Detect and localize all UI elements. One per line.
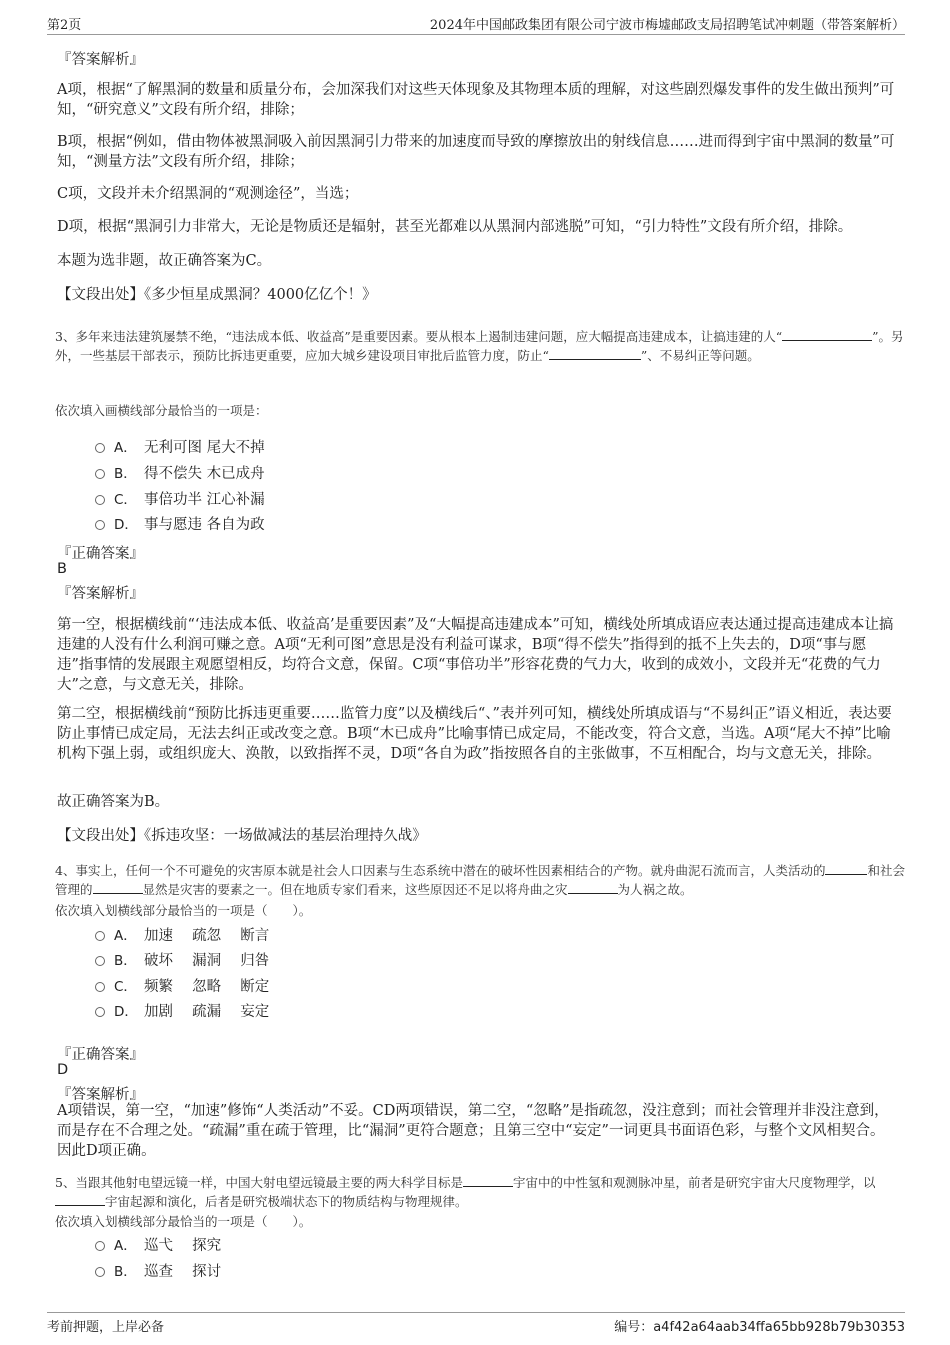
blank-line — [782, 340, 872, 341]
q3-source: 【文段出处】《拆违攻坚：一场做减法的基层治理持久战》 — [57, 828, 427, 844]
radio-button[interactable] — [95, 956, 105, 966]
q3-stem: 3、多年来违法建筑屡禁不绝，“违法成本低、收益高”是重要因素。要从根本上遏制违建问题，应大幅提高违建成本，让搞违建的人“ ”。另外，一些基层干部表示，预防比拆违更重要，应加大城乡建设项目审批后监管力度，防止“ ”、不易纠正等问题。 — [55, 329, 904, 363]
q5-option-b[interactable]: B． 巡查 探讨 — [95, 1259, 221, 1281]
q3-conclusion: 故正确答案为B。 — [57, 794, 170, 810]
radio-button[interactable] — [95, 495, 105, 505]
radio-button[interactable] — [95, 982, 105, 992]
q3-analysis-para2: 第二空，根据横线前“预防比拆违更重要……监管力度”以及横线后“、”表并列可知，横线处所填成语与“不易纠正”语义相近，表达要防止事情已成定局，无法去纠正或改变之意。B项“木已成舟”比喻事情已成定局，不能改变，符合文意，当选。A项“尾大不掉”比喻机构下强上弱，或组织庞大、涣散，以致指挥不灵，D项“各自为政”指按照各自的主张做事，不互相配合，均与文意无关，排除。 — [57, 706, 892, 762]
blank-line — [55, 1205, 105, 1206]
radio-button[interactable] — [95, 469, 105, 479]
q4-stem: 4、事实上，任何一个不可避免的灾害原本就是社会人口因素与生态系统中潜在的破坏性因素相结合的产物。就舟曲泥石流而言，人类活动的 和社会管理的 显然是灾害的要素之一。但在地质专家们看来，这些原因还不足以将舟曲之灾 为人祸之故。 — [55, 863, 905, 897]
q5-instruction: 依次填入划横线部分最恰当的一项是（ ）。 — [55, 1214, 312, 1229]
q4-analysis: A项错误，第一空，“加速”修饰“人类活动”不妥。CD两项错误，第二空，“忽略”是指疏忽，没注意到；而社会管理并非没注意到，而是存在不合理之处。“疏漏”重在疏于管理，比“漏洞”更符合题意；且第三空中“妄定”一词更具书面语色彩，与整个文风相契合。因此D项正确。 — [57, 1103, 889, 1159]
q3-option-d[interactable]: D． 事与愿违 各自为政 — [95, 512, 265, 534]
q3-analysis-label: 『答案解析』 — [57, 586, 144, 602]
q5-stem: 5、当跟其他射电望远镜一样，中国大射电望远镜最主要的两大科学目标是 宇宙中的中性氢和观测脉冲星，前者是研究宇宙大尺度物理学，以宇宙起源和演化，后者是研究极端状态下的物质结构与物理规律。 — [55, 1175, 876, 1209]
q3-option-a[interactable]: A． 无利可图 尾大不掉 — [95, 435, 265, 457]
q4-option-d[interactable]: D． 加剧 疏漏 妄定 — [95, 999, 269, 1021]
blank-line — [825, 874, 867, 875]
blank-line — [549, 359, 641, 360]
radio-button[interactable] — [95, 520, 105, 530]
q4-option-a[interactable]: A． 加速 疏忽 断言 — [95, 923, 269, 945]
q3-option-c[interactable]: C． 事倍功半 江心补漏 — [95, 487, 265, 509]
q3-answer-label: 『正确答案』 — [57, 546, 144, 562]
q4-analysis-label: 『答案解析』 — [57, 1087, 144, 1103]
footer-slogan: 考前押题，上岸必备 — [47, 1320, 165, 1335]
footer-code: 编号：a4f42a64aab34ffa65bb928b79b30353 — [614, 1320, 905, 1335]
q4-answer-label: 『正确答案』 — [57, 1047, 144, 1063]
q4-option-b[interactable]: B． 破坏 漏洞 归咎 — [95, 948, 269, 970]
blank-line — [93, 893, 143, 894]
page-header — [47, 14, 905, 35]
document-title: 2024年中国邮政集团有限公司宁波市梅墟邮政支局招聘笔试冲刺题（带答案解析） — [429, 18, 905, 33]
radio-button[interactable] — [95, 1241, 105, 1251]
q2-analysis-c: C项，文段并未介绍黑洞的“观测途径”，当选； — [57, 186, 359, 202]
radio-button[interactable] — [95, 1267, 105, 1277]
radio-button[interactable] — [95, 443, 105, 453]
q2-analysis-b: B项，根据“例如，借由物体被黑洞吸入前因黑洞引力带来的加速度而导致的摩擦放出的射线信息……进而得到宇宙中黑洞的数量”可知，“测量方法”文段有所介绍，排除； — [57, 134, 895, 170]
q3-instruction: 依次填入画横线部分最恰当的一项是： — [55, 403, 268, 418]
blank-line — [568, 893, 618, 894]
radio-button[interactable] — [95, 1007, 105, 1017]
q2-conclusion: 本题为选非题，故正确答案为C。 — [57, 253, 272, 269]
page-number: 第2页 — [47, 18, 82, 33]
q3-option-b[interactable]: B． 得不偿失 木已成舟 — [95, 461, 265, 483]
q2-source: 【文段出处】《多少恒星成黑洞？4000亿亿个！》 — [57, 287, 377, 303]
q5-option-a[interactable]: A． 巡弋 探究 — [95, 1233, 221, 1255]
q2-analysis-d: D项，根据“黑洞引力非常大，无论是物质还是辐射，甚至光都难以从黑洞内部逃脱”可知，“引力特性”文段有所介绍，排除。 — [57, 219, 853, 235]
q4-answer: D — [57, 1062, 69, 1078]
q2-analysis-a: A项，根据“了解黑洞的数量和质量分布，会加深我们对这些天体现象及其物理本质的理解，对这些剧烈爆发事件的发生做出预判”可知，“研究意义”文段有所介绍，排除； — [57, 82, 895, 118]
q2-analysis-label: 『答案解析』 — [57, 52, 144, 68]
q4-instruction: 依次填入划横线部分最恰当的一项是（ ）。 — [55, 903, 312, 918]
page-footer — [47, 1312, 905, 1336]
blank-line — [463, 1186, 513, 1187]
q3-answer: B — [57, 561, 67, 577]
q4-option-c[interactable]: C． 频繁 忽略 断定 — [95, 974, 269, 996]
radio-button[interactable] — [95, 931, 105, 941]
q3-analysis-para1: 第一空，根据横线前“‘违法成本低、收益高’是重要因素”及“大幅提高违建成本”可知，横线处所填成语应表达通过提高违建成本让搞违建的人没有什么利润可赚之意。A项“无利可图”意思是没有利益可谋求，B项“得不偿失”指得到的抵不上失去的，D项“事与愿违”指事情的发展跟主观愿望相反，均符合文意，保留。C项“事倍功半”形容花费的气力大，收到的成效小，文段并无“花费的气力大”之意，与文意无关，排除。 — [57, 617, 894, 693]
